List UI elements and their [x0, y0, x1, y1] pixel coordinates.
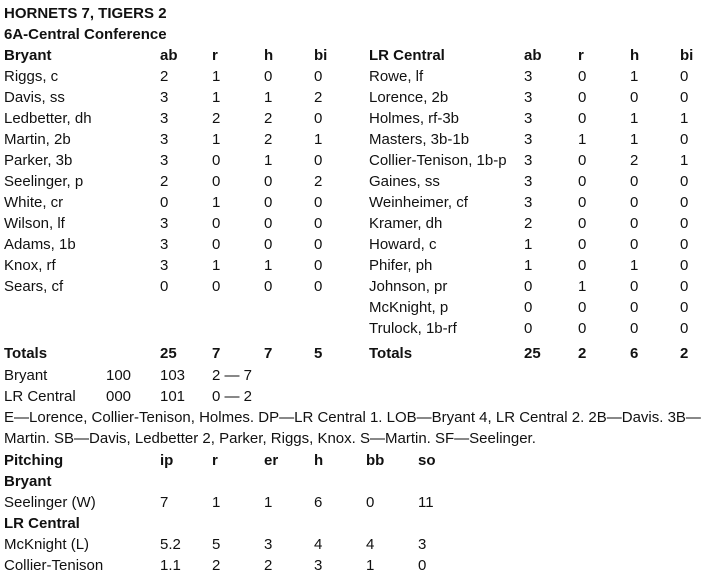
lrc-player-row [0, 255, 725, 276]
stat-r: 0 [212, 152, 221, 169]
pitching-team-label: Bryant [4, 473, 52, 490]
stat-h: 0 [264, 194, 273, 211]
stat-h: 0 [264, 215, 273, 232]
stat-bi: 1 [314, 131, 323, 148]
pitcher-er: 2 [264, 557, 273, 574]
stat-bi: 0 [680, 215, 689, 232]
pitcher-ip: 7 [160, 494, 169, 511]
stat-h: 0 [264, 68, 273, 85]
pitcher-bb: 1 [366, 557, 375, 574]
player-name: Wilson, lf [4, 215, 65, 232]
lrc-player-row [0, 108, 725, 129]
stat-bi: 0 [314, 152, 323, 169]
pitching-col-er: er [264, 452, 279, 469]
stat-bi: 0 [314, 236, 323, 253]
lrc-total-ab: 25 [524, 345, 541, 362]
bryant-col-ab: ab [160, 47, 178, 64]
pitching-col-so: so [418, 452, 436, 469]
stat-h: 2 [630, 152, 639, 169]
lrc-total-h: 6 [630, 345, 639, 362]
pitching-col-r: r [212, 452, 218, 469]
conference-label: 6A-Central Conference [4, 26, 167, 43]
stat-r: 0 [578, 215, 587, 232]
pitcher-so: 11 [418, 494, 434, 511]
player-name: Davis, ss [4, 89, 65, 106]
stat-bi: 0 [314, 257, 323, 274]
pitcher-ip: 5.2 [160, 536, 181, 553]
pitcher-bb: 4 [366, 536, 375, 553]
stat-h: 1 [264, 257, 273, 274]
pitching-header: Pitching [4, 452, 64, 469]
stat-bi: 0 [314, 278, 323, 295]
stat-bi: 0 [314, 68, 323, 85]
stat-ab: 0 [524, 299, 533, 316]
stat-ab: 3 [160, 89, 169, 106]
stat-r: 2 [212, 110, 221, 127]
player-name: Johnson, pr [369, 278, 448, 295]
bryant-total-h: 7 [264, 345, 273, 362]
lrc-player-row [0, 171, 725, 192]
player-name: Sears, cf [4, 278, 64, 295]
lrc-player-row [0, 87, 725, 108]
stat-h: 0 [630, 89, 639, 106]
stat-ab: 3 [160, 236, 169, 253]
stat-ab: 3 [160, 110, 169, 127]
linescore-final: 2 — 7 [212, 367, 253, 384]
player-name: Adams, 1b [4, 236, 76, 253]
stat-bi: 0 [680, 257, 689, 274]
bryant-team-header: Bryant [4, 47, 52, 64]
stat-h: 0 [630, 278, 639, 295]
lrc-player-row [0, 234, 725, 255]
bryant-col-h: h [264, 47, 274, 64]
pitcher-so: 0 [418, 557, 427, 574]
linescore-team: LR Central [4, 388, 76, 405]
linescore-first-three: 100 [106, 367, 132, 384]
bryant-total-bi: 5 [314, 345, 323, 362]
player-name: Martin, 2b [4, 131, 71, 148]
pitcher-name: Seelinger (W) [4, 494, 96, 511]
player-name: Knox, rf [4, 257, 56, 274]
pitcher-row [0, 492, 725, 513]
stat-ab: 3 [524, 173, 533, 190]
player-name: Weinheimer, cf [369, 194, 468, 211]
pitcher-name: McKnight (L) [4, 536, 90, 553]
linescore-first-three: 000 [106, 388, 132, 405]
stat-ab: 0 [160, 278, 169, 295]
lrc-player-row [0, 276, 725, 297]
pitching-col-h: h [314, 452, 324, 469]
lrc-col-r: r [578, 47, 584, 64]
stat-bi: 1 [680, 110, 689, 127]
game-notes-line: E—Lorence, Collier-Tenison, Holmes. DP—LR Central 1. LOB—Bryant 4, LR Central 2. 2B—Davis. 3B— [4, 409, 701, 426]
stat-ab: 1 [524, 236, 533, 253]
pitcher-er: 1 [264, 494, 273, 511]
lrc-team-header: LR Central [369, 47, 445, 64]
stat-r: 0 [212, 215, 221, 232]
lrc-player-row [0, 318, 725, 339]
linescore-last-three: 103 [160, 367, 186, 384]
stat-h: 2 [264, 110, 273, 127]
stat-r: 0 [578, 89, 587, 106]
stat-r: 1 [212, 194, 221, 211]
linescore-final: 0 — 2 [212, 388, 253, 405]
stat-ab: 0 [524, 278, 533, 295]
stat-r: 1 [578, 278, 587, 295]
stat-h: 0 [264, 236, 273, 253]
pitching-col-bb: bb [366, 452, 385, 469]
stat-ab: 3 [160, 152, 169, 169]
lrc-total-bi: 2 [680, 345, 689, 362]
stat-r: 0 [578, 320, 587, 337]
stat-bi: 0 [680, 68, 689, 85]
stat-bi: 2 [314, 173, 323, 190]
stat-bi: 0 [314, 110, 323, 127]
stat-r: 0 [212, 173, 221, 190]
pitcher-h: 3 [314, 557, 323, 574]
stat-r: 0 [578, 194, 587, 211]
stat-bi: 0 [680, 299, 689, 316]
stat-h: 0 [264, 278, 273, 295]
stat-r: 0 [212, 278, 221, 295]
player-name: McKnight, p [369, 299, 449, 316]
player-name: Parker, 3b [4, 152, 73, 169]
stat-h: 2 [264, 131, 273, 148]
lrc-player-row [0, 66, 725, 87]
stat-ab: 1 [524, 257, 533, 274]
player-name: Masters, 3b-1b [369, 131, 470, 148]
stat-ab: 3 [524, 68, 533, 85]
player-name: Howard, c [369, 236, 437, 253]
stat-ab: 3 [524, 110, 533, 127]
lrc-col-bi: bi [680, 47, 694, 64]
lrc-col-ab: ab [524, 47, 542, 64]
stat-ab: 2 [160, 173, 169, 190]
stat-bi: 0 [680, 320, 689, 337]
stat-bi: 0 [680, 131, 689, 148]
stat-r: 1 [212, 89, 221, 106]
stat-h: 0 [630, 173, 639, 190]
stat-ab: 3 [160, 131, 169, 148]
stat-ab: 3 [524, 131, 533, 148]
player-name: Trulock, 1b-rf [369, 320, 457, 337]
lrc-player-row [0, 297, 725, 318]
stat-r: 1 [212, 131, 221, 148]
player-name: Gaines, ss [369, 173, 440, 190]
stat-h: 1 [630, 68, 639, 85]
stat-h: 0 [630, 320, 639, 337]
stat-bi: 0 [314, 215, 323, 232]
stat-ab: 2 [524, 215, 533, 232]
stat-r: 0 [578, 299, 587, 316]
player-name: Riggs, c [4, 68, 59, 85]
lrc-player-row [0, 129, 725, 150]
stat-bi: 0 [680, 236, 689, 253]
stat-r: 0 [578, 236, 587, 253]
lrc-player-row [0, 213, 725, 234]
stat-h: 1 [264, 152, 273, 169]
stat-h: 0 [264, 173, 273, 190]
stat-h: 0 [630, 215, 639, 232]
stat-bi: 2 [314, 89, 323, 106]
linescore-last-three: 101 [160, 388, 186, 405]
bryant-total-r: 7 [212, 345, 221, 362]
pitching-col-ip: ip [160, 452, 174, 469]
pitcher-r: 5 [212, 536, 221, 553]
stat-bi: 0 [680, 89, 689, 106]
stat-r: 0 [578, 110, 587, 127]
stat-r: 0 [578, 152, 587, 169]
stat-ab: 3 [160, 257, 169, 274]
pitcher-bb: 0 [366, 494, 375, 511]
stat-h: 1 [630, 110, 639, 127]
player-name: Rowe, lf [369, 68, 424, 85]
player-name: White, cr [4, 194, 64, 211]
pitcher-h: 6 [314, 494, 323, 511]
stat-h: 1 [630, 257, 639, 274]
stat-r: 0 [212, 236, 221, 253]
stat-ab: 0 [524, 320, 533, 337]
stat-bi: 1 [680, 152, 689, 169]
player-name: Ledbetter, dh [4, 110, 92, 127]
bryant-col-bi: bi [314, 47, 328, 64]
player-name: Seelinger, p [4, 173, 84, 190]
linescore-team: Bryant [4, 367, 48, 384]
lrc-player-row [0, 192, 725, 213]
pitcher-r: 2 [212, 557, 221, 574]
stat-ab: 2 [160, 68, 169, 85]
pitcher-er: 3 [264, 536, 273, 553]
player-name: Phifer, ph [369, 257, 433, 274]
stat-r: 1 [212, 68, 221, 85]
headline: HORNETS 7, TIGERS 2 [4, 5, 167, 22]
stat-h: 0 [630, 299, 639, 316]
lrc-player-row [0, 150, 725, 171]
stat-r: 1 [212, 257, 221, 274]
stat-h: 0 [630, 236, 639, 253]
lrc-totals-label: Totals [369, 345, 413, 362]
pitcher-row [0, 555, 725, 576]
stat-ab: 3 [524, 89, 533, 106]
game-notes-line: Martin. SB—Davis, Ledbetter 2, Parker, Riggs, Knox. S—Martin. SF—Seelinger. [4, 430, 536, 447]
pitcher-so: 3 [418, 536, 427, 553]
player-name: Collier-Tenison, 1b-p [369, 152, 507, 169]
stat-bi: 0 [680, 194, 689, 211]
stat-ab: 3 [524, 152, 533, 169]
stat-h: 1 [630, 131, 639, 148]
bryant-total-ab: 25 [160, 345, 177, 362]
player-name: Lorence, 2b [369, 89, 449, 106]
stat-h: 1 [264, 89, 273, 106]
stat-bi: 0 [314, 194, 323, 211]
pitcher-name: Collier-Tenison [4, 557, 104, 574]
pitching-team-label: LR Central [4, 515, 80, 532]
stat-bi: 0 [680, 278, 689, 295]
stat-h: 0 [630, 194, 639, 211]
bryant-col-r: r [212, 47, 218, 64]
stat-r: 0 [578, 257, 587, 274]
stat-ab: 0 [160, 194, 169, 211]
lrc-col-h: h [630, 47, 640, 64]
player-name: Kramer, dh [369, 215, 443, 232]
stat-ab: 3 [160, 215, 169, 232]
lrc-total-r: 2 [578, 345, 587, 362]
stat-r: 1 [578, 131, 587, 148]
player-name: Holmes, rf-3b [369, 110, 460, 127]
stat-ab: 3 [524, 194, 533, 211]
stat-bi: 0 [680, 173, 689, 190]
stat-r: 0 [578, 173, 587, 190]
pitcher-h: 4 [314, 536, 323, 553]
stat-r: 0 [578, 68, 587, 85]
pitcher-r: 1 [212, 494, 221, 511]
bryant-totals-label: Totals [4, 345, 48, 362]
pitcher-row [0, 534, 725, 555]
pitcher-ip: 1.1 [160, 557, 181, 574]
